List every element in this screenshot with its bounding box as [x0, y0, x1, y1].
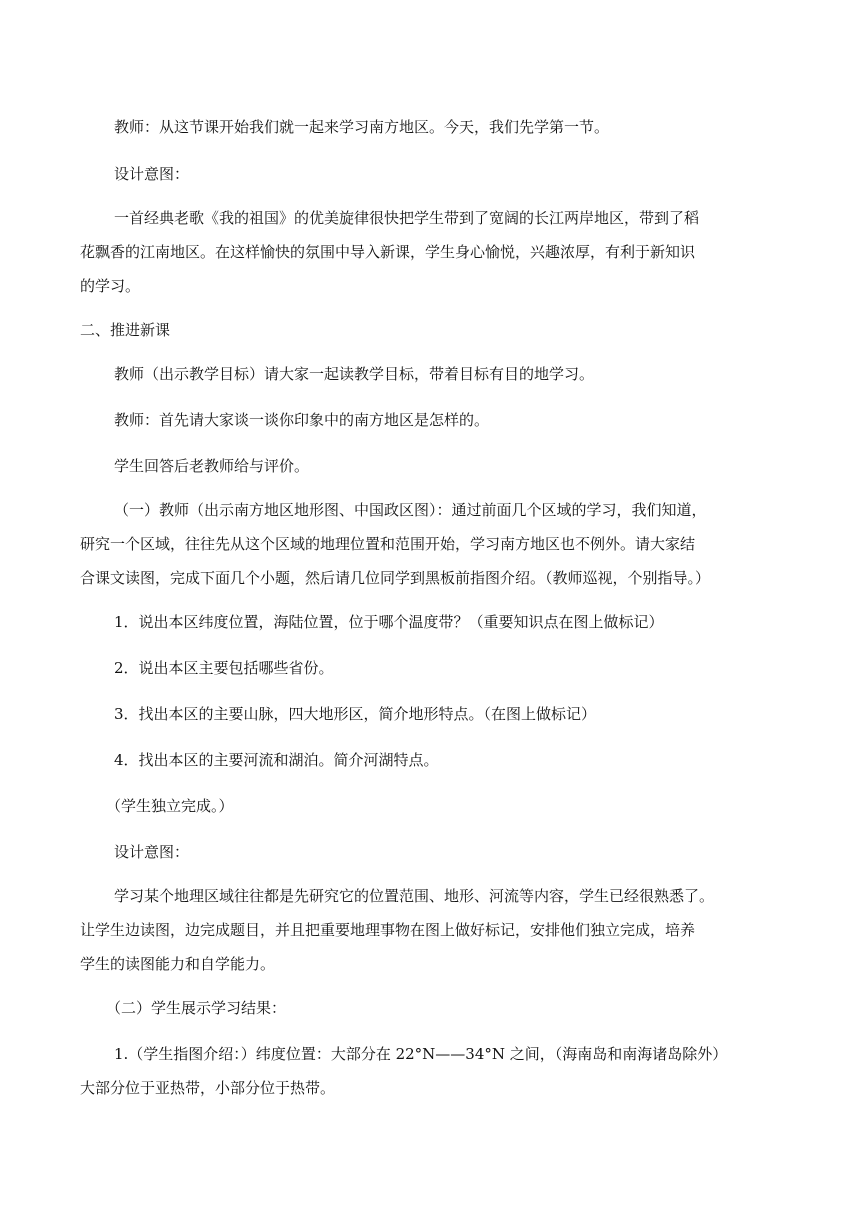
list-item-1: 1．说出本区纬度位置，海陆位置，位于哪个温度带？（重要知识点在图上做标记）	[114, 613, 664, 631]
paragraph-design-intent-song	[80, 201, 792, 303]
text-line: 的学习。	[80, 277, 141, 295]
text-line: 学生的读图能力和自学能力。	[80, 955, 276, 973]
text-line: 一首经典老歌《我的祖国》的优美旋律很快把学生带到了宽阔的长江两岸地区，带到了稻	[114, 209, 700, 227]
paragraph-latitude-position	[80, 1037, 792, 1105]
text-line: 花飘香的江南地区。在这样愉快的氛围中导入新课，学生身心愉悦，兴趣浓厚，有利于新知识	[80, 243, 696, 261]
text-line: 研究一个区域，往往先从这个区域的地理位置和范围开始，学习南方地区也不例外。请大家结	[80, 535, 696, 553]
section-heading-new-lesson: 二、推进新课	[80, 321, 171, 339]
paragraph-teacher-question: 教师：首先请大家谈一谈你印象中的南方地区是怎样的。	[114, 411, 490, 429]
paragraph-student-results: （二）学生展示学习结果：	[106, 999, 287, 1017]
paragraph-design-intent-geography	[80, 879, 792, 981]
text-line: 合课文读图，完成下面几个小题，然后请几位同学到黑板前指图介绍。（教师巡视，个别指导。）	[80, 569, 711, 587]
paragraph-teacher-objectives: 教师（出示教学目标）请大家一起读教学目标，带着目标有目的地学习。	[114, 365, 595, 383]
paragraph-independent-work: （学生独立完成。）	[106, 797, 234, 815]
paragraph-design-intent-label: 设计意图：	[114, 165, 190, 183]
text-line: 让学生边读图，边完成题目，并且把重要地理事物在图上做好标记，安排他们独立完成，培养	[80, 921, 696, 939]
list-item-4: 4．找出本区的主要河流和湖泊。简介河湖特点。	[114, 751, 439, 769]
paragraph-teacher-map-task	[80, 493, 792, 595]
list-item-3: 3．找出本区的主要山脉，四大地形区，简介地形特点。（在图上做标记）	[114, 705, 597, 723]
paragraph-design-intent-label-2: 设计意图：	[114, 843, 190, 861]
text-line: 大部分位于亚热带，小部分位于热带。	[80, 1079, 336, 1097]
text-line: 学习某个地理区域往往都是先研究它的位置范围、地形、河流等内容，学生已经很熟悉了。	[114, 887, 715, 905]
list-item-2: 2．说出本区主要包括哪些省份。	[114, 659, 334, 677]
paragraph-student-answer: 学生回答后老教师给与评价。	[114, 457, 310, 475]
paragraph-teacher-intro: 教师：从这节课开始我们就一起来学习南方地区。今天，我们先学第一节。	[114, 118, 610, 136]
text-line: （一）教师（出示南方地区地形图、中国政区图）：通过前面几个区域的学习，我们知道，	[114, 501, 707, 519]
text-line: 1.（学生指图介绍：）纬度位置：大部分在 22°N——34°N 之间，（海南岛和南海诸岛除外）	[114, 1045, 728, 1063]
